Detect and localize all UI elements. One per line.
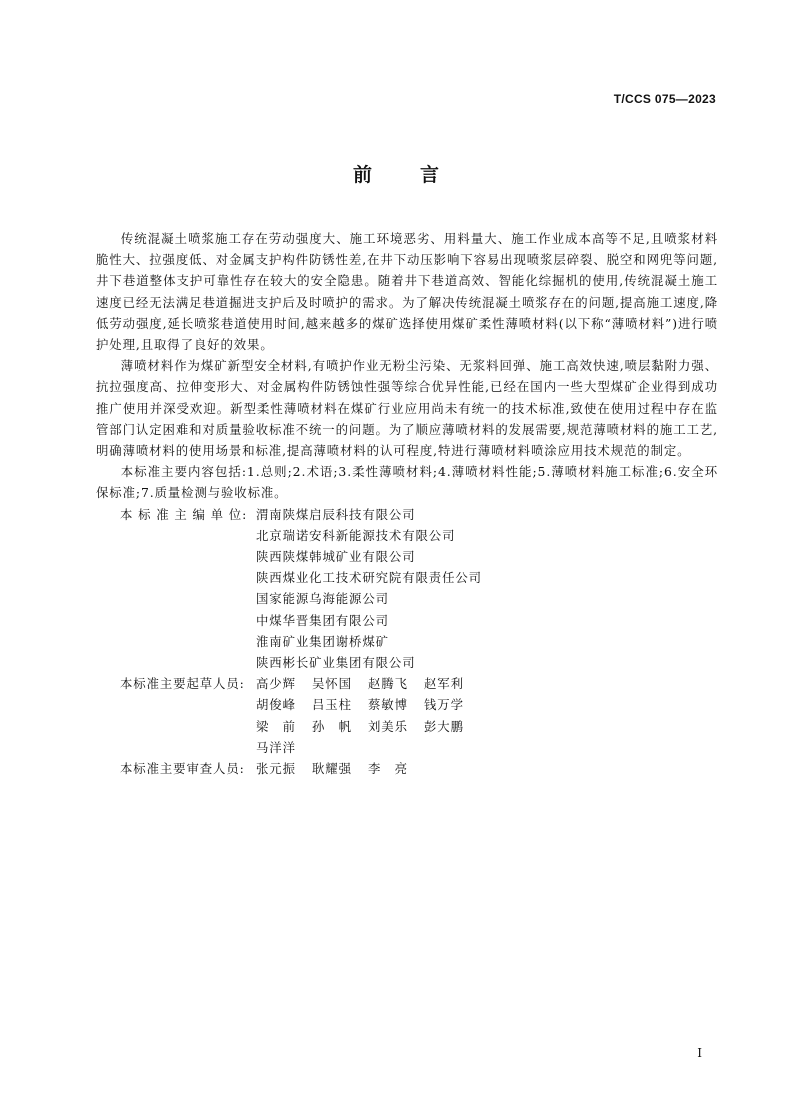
drafter-name: 胡俊峰 <box>256 697 296 713</box>
reviewers-label: 本标准主要审查人员: <box>120 761 245 777</box>
reviewer-name: 耿耀强 <box>312 761 352 777</box>
editor-org: 淮南矿业集团谢桥煤矿 <box>256 633 389 649</box>
title-char-1: 前 <box>352 164 372 186</box>
page-number: I <box>697 1046 702 1060</box>
editor-org: 北京瑞诺安科新能源技术有限公司 <box>256 527 456 543</box>
drafter-name: 钱万学 <box>424 697 464 713</box>
drafters-label: 本标准主要起草人员: <box>120 676 245 692</box>
editor-org: 陕西彬长矿业集团有限公司 <box>256 655 416 671</box>
editor-org: 中煤华晋集团有限公司 <box>256 612 389 628</box>
drafter-name: 吴怀国 <box>312 676 352 692</box>
paragraph-2: 薄喷材料作为煤矿新型安全材料,有喷护作业无粉尘污染、无浆料回弹、施工高效快速,喷层黏附力强、抗拉强度高、拉伸变形大、对金属构件防锈蚀性强等综合优异性能,已经在国内一些大型煤矿企业得到成功推广使用并深受欢迎。新型柔性薄喷材料在煤矿行业应用尚未有统一的技术标准,致使在使用过程中存在监管部门认定困难和对质量验收标准不统一的问题。为了顺应薄喷材料的发展需要,规范薄喷材料的施工工艺,明确薄喷材料的使用场景和标准,提高薄喷材料的认可程度,特进行薄喷材料喷涂应用技术规范的制定。 <box>96 358 718 459</box>
editor-org: 渭南陕煤启辰科技有限公司 <box>256 506 416 522</box>
drafter-name: 蔡敏博 <box>368 697 408 713</box>
editor-org: 国家能源乌海能源公司 <box>256 591 389 607</box>
foreword-body <box>96 228 718 779</box>
drafter-name: 孙 帆 <box>312 718 352 734</box>
drafter-name: 刘美乐 <box>368 718 408 734</box>
drafter-name: 彭大鹏 <box>424 718 464 734</box>
standard-number: T/CCS 075—2023 <box>613 92 716 106</box>
drafter-row <box>256 694 718 715</box>
drafter-row <box>256 673 718 694</box>
editor-units <box>96 504 718 674</box>
reviewer-row <box>256 758 718 779</box>
drafter-name: 赵腾飞 <box>368 676 408 692</box>
drafter-row <box>256 737 718 758</box>
drafter-name: 高少辉 <box>256 676 296 692</box>
reviewer-name: 李 亮 <box>368 761 408 777</box>
paragraph-1: 传统混凝土喷浆施工存在劳动强度大、施工环境恶劣、用料量大、施工作业成本高等不足,且喷浆材料脆性大、拉强度低、对金属支护构件防锈性差,在井下动压影响下容易出现喷浆层碎裂、脱空和网兜等问题,井下巷道整体支护可靠性存在较大的安全隐患。随着井下巷道高效、智能化综掘机的使用,传统混凝土施工速度已经无法满足巷道掘进支护后及时喷护的需求。为了解决传统混凝土喷浆存在的问题,提高施工速度,降低劳动强度,延长喷浆巷道使用时间,越来越多的煤矿选择使用煤矿柔性薄喷材料(以下称“薄喷材料”)进行喷护处理,且取得了良好的效果。 <box>96 231 718 353</box>
editor-org: 陕西陕煤韩城矿业有限公司 <box>256 549 416 565</box>
reviewers <box>96 758 718 779</box>
drafter-row <box>256 716 718 737</box>
drafter-name: 梁 前 <box>256 718 296 734</box>
paragraph-3: 本标准主要内容包括:1.总则;2.术语;3.柔性薄喷材料;4.薄喷材料性能;5.薄喷材料施工标准;6.安全环保标准;7.质量检测与验收标准。 <box>96 464 718 501</box>
reviewer-name: 张元振 <box>256 761 296 777</box>
page-title <box>0 160 792 187</box>
title-char-2: 言 <box>420 164 440 186</box>
drafters <box>96 673 718 758</box>
editor-org: 陕西煤业化工技术研究院有限责任公司 <box>256 570 482 586</box>
editors-label: 本 标 准 主 编 单 位: <box>120 506 248 522</box>
drafter-name: 赵军利 <box>424 676 464 692</box>
drafter-name: 马洋洋 <box>256 739 296 755</box>
drafter-name: 吕玉柱 <box>312 697 352 713</box>
